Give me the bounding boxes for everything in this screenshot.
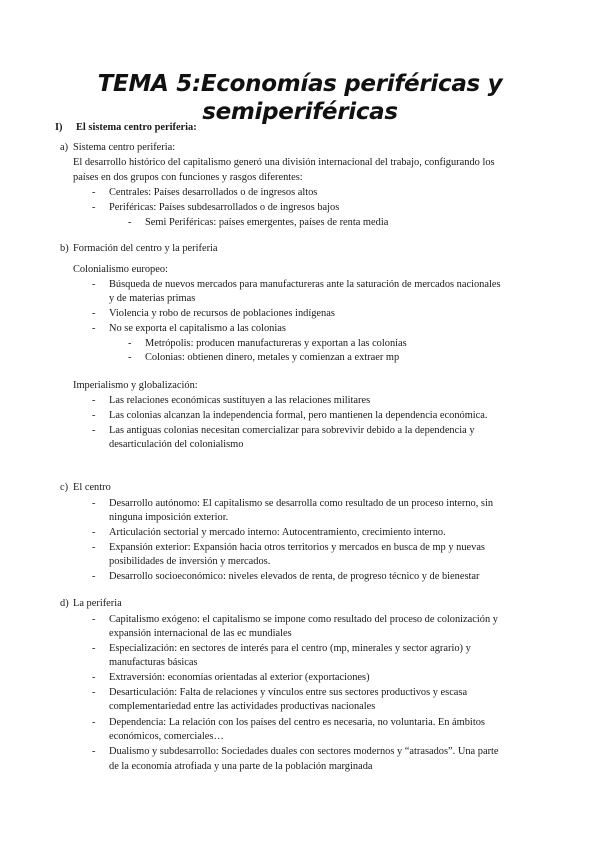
subsection-a-paragraph-line: El desarrollo histórico del capitalismo generó una división internacional del trabajo, configurando los (73, 157, 495, 168)
bullet-dash: - (128, 352, 132, 363)
list-item-continuation: económicos, comerciales… (109, 731, 224, 742)
list-item: Búsqueda de nuevos mercados para manufactureras ante la saturación de mercados nacionales (109, 279, 501, 290)
subsection-a-heading: Sistema centro periferia: (73, 142, 176, 153)
list-item: Extraversión: economías orientadas al exterior (exportaciones) (109, 672, 370, 683)
sub-list-item: Metrópolis: producen manufactureras y exportan a las colonias (145, 338, 407, 349)
bullet-dash: - (92, 571, 96, 582)
list-item-continuation: manufacturas básicas (109, 657, 198, 668)
bullet-dash: - (92, 717, 96, 728)
list-item: Centrales: Países desarrollados o de ingresos altos (109, 187, 318, 198)
imperialismo-heading: Imperialismo y globalización: (73, 380, 198, 391)
subsection-d-heading: La periferia (73, 598, 122, 609)
subsection-d-letter: d) (60, 598, 69, 609)
list-item-continuation: y de materias primas (109, 293, 196, 304)
list-item: Capitalismo exógeno: el capitalismo se impone como resultado del proceso de colonización y (109, 614, 498, 625)
bullet-dash: - (92, 187, 96, 198)
list-item-continuation: desarticulación del colonialismo (109, 439, 244, 450)
list-item: No se exporta el capitalismo a las colonias (109, 323, 286, 334)
bullet-dash: - (92, 202, 96, 213)
list-item: Desarrollo autónomo: El capitalismo se desarrolla como resultado de un proceso interno, sin (109, 498, 494, 509)
bullet-dash: - (92, 279, 96, 290)
bullet-dash: - (92, 410, 96, 421)
section-heading: El sistema centro periferia: (76, 122, 197, 133)
bullet-dash: - (92, 746, 96, 757)
bullet-dash: - (92, 395, 96, 406)
list-item-continuation: de la economía atrofiada y una parte de la población marginada (109, 761, 373, 772)
bullet-dash: - (92, 323, 96, 334)
bullet-dash: - (92, 542, 96, 553)
section-number: I) (55, 122, 63, 133)
list-item-continuation: ninguna imposición exterior. (109, 512, 229, 523)
bullet-dash: - (92, 498, 96, 509)
list-item: Las colonias alcanzan la independencia formal, pero mantienen la dependencia económica. (109, 410, 488, 421)
list-item: Articulación sectorial y mercado interno: Autocentramiento, crecimiento interno. (109, 527, 446, 538)
list-item: Periféricas: Países subdesarrollados o de ingresos bajos (109, 202, 340, 213)
subsection-a-letter: a) (60, 142, 69, 153)
sub-list-item: Semi Periféricas: países emergentes, países de renta media (145, 217, 389, 228)
bullet-dash: - (92, 527, 96, 538)
list-item-continuation: complementariedad entre las actividades productivas nacionales (109, 701, 376, 712)
list-item: Violencia y robo de recursos de poblaciones indígenas (109, 308, 335, 319)
list-item: Dualismo y subdesarrollo: Sociedades duales con sectores modernos y “atrasados”. Una parte (109, 746, 499, 757)
list-item: Desarrollo socioeconómico: niveles elevados de renta, de progreso técnico y de bienestar (109, 571, 480, 582)
subsection-b-letter: b) (60, 243, 69, 254)
page-title: TEMA 5:Economías periféricas y semiperiféricas (97, 71, 503, 125)
list-item: Dependencia: La relación con los países del centro es necesaria, no voluntaria. En ámbitos (109, 717, 485, 728)
list-item: Desarticulación: Falta de relaciones y vínculos entre sus sectores productivos y escasa (109, 687, 468, 698)
subsection-c-letter: c) (60, 482, 69, 493)
colonialismo-heading: Colonialismo europeo: (73, 264, 168, 275)
bullet-dash: - (92, 687, 96, 698)
subsection-a-paragraph-line: países en dos grupos con funciones y rasgos diferentes: (73, 172, 303, 183)
list-item-continuation: expansión internacional de las ec mundiales (109, 628, 292, 639)
list-item-continuation: posibilidades de inversión y mercados. (109, 556, 271, 567)
bullet-dash: - (92, 425, 96, 436)
bullet-dash: - (92, 643, 96, 654)
bullet-dash: - (92, 308, 96, 319)
list-item: Las relaciones económicas sustituyen a las relaciones militares (109, 395, 371, 406)
sub-list-item: Colonias: obtienen dinero, metales y comienzan a extraer mp (145, 352, 400, 363)
bullet-dash: - (92, 614, 96, 625)
bullet-dash: - (128, 338, 132, 349)
subsection-c-heading: El centro (73, 482, 111, 493)
bullet-dash: - (128, 217, 132, 228)
subsection-b-heading: Formación del centro y la periferia (73, 243, 218, 254)
list-item: Expansión exterior: Expansión hacia otros territorios y mercados en busca de mp y nuevas (109, 542, 485, 553)
list-item: Especialización: en sectores de interés para el centro (mp, minerales y sector agrario) y (109, 643, 471, 654)
bullet-dash: - (92, 672, 96, 683)
list-item: Las antiguas colonias necesitan comercializar para sobrevivir debido a la dependencia y (109, 425, 475, 436)
